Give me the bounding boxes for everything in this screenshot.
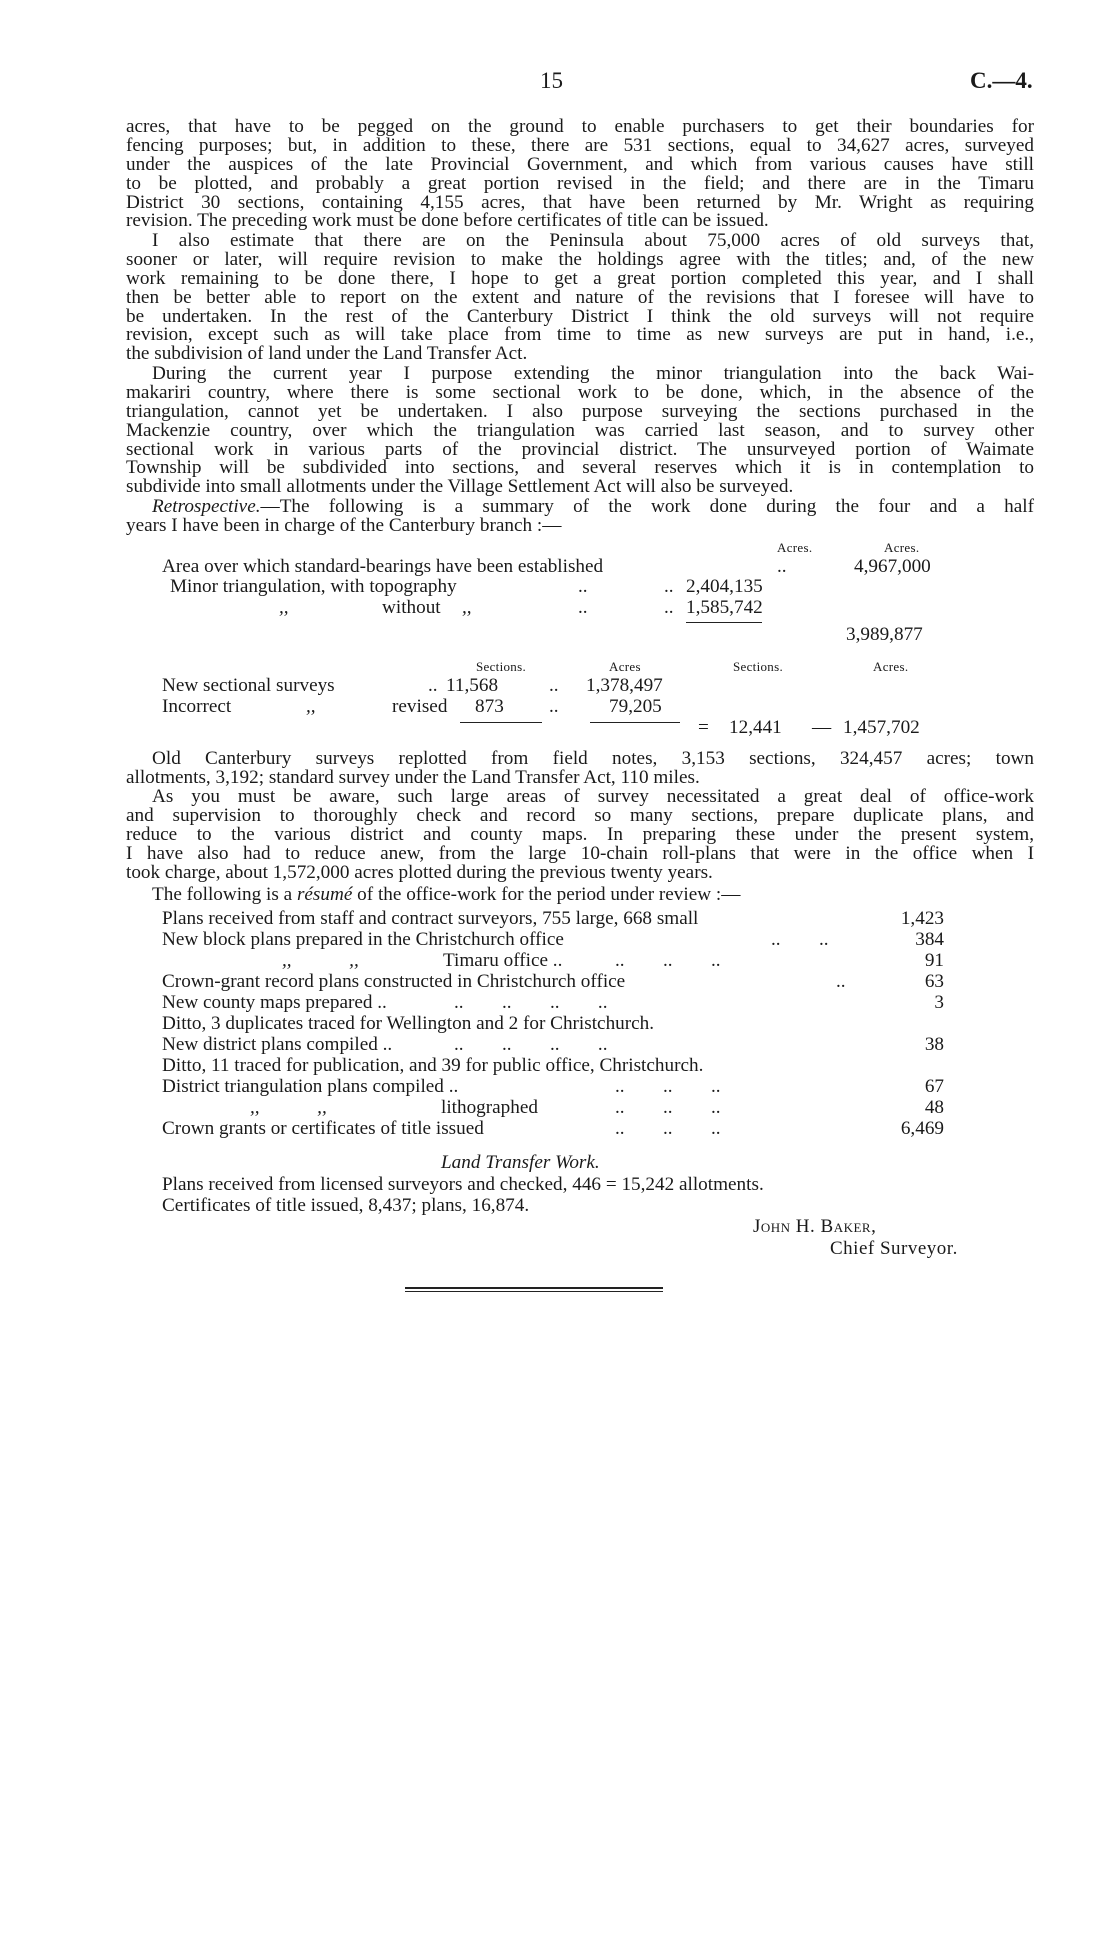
summary2-row2-dots: .. bbox=[549, 696, 559, 717]
list-item bbox=[162, 908, 944, 930]
summary1-rule bbox=[686, 622, 762, 623]
item-value: 67 bbox=[924, 1076, 944, 1097]
item-value: 384 bbox=[915, 929, 944, 950]
summary2-total-sections: 12,441 bbox=[729, 717, 782, 738]
item-label: Crown-grant record plans constructed in Christchurch office bbox=[162, 971, 626, 992]
text-line: work remaining to be done there, I hope to get a great portion completed this year, and I shall bbox=[126, 267, 1034, 289]
summary2-row2-label: Incorrect bbox=[162, 696, 232, 717]
item-ditto: ,, ,, bbox=[282, 950, 359, 971]
item-dots: .. .. .. .. bbox=[454, 1034, 608, 1055]
summary2-row2-label2: revised bbox=[392, 696, 448, 717]
summary1-row1-label: Area over which standard-bearings have been established bbox=[162, 556, 604, 577]
list-item bbox=[162, 1013, 944, 1035]
item-label: New block plans prepared in the Christchurch office bbox=[162, 929, 564, 950]
document-reference: C.—4. bbox=[970, 68, 1033, 93]
item-dots: .. .. .. bbox=[615, 1097, 721, 1118]
item-value: 91 bbox=[924, 950, 944, 971]
text-line: then be better able to report on the extent and nature of the revisions that I foresee will have to bbox=[126, 286, 1034, 308]
text-line: sectional work in various parts of the provincial district. The unsurveyed portion of Waimate bbox=[126, 438, 1034, 460]
text-line: During the current year I purpose extending the minor triangulation into the back Wai- bbox=[152, 363, 1034, 384]
text-line: and supervision to thoroughly check and record so many sections, prepare duplicate plans, and bbox=[126, 804, 1034, 826]
item-label: Ditto, 11 traced for publication, and 39 for public office, Christchurch. bbox=[162, 1055, 704, 1076]
list-item bbox=[162, 992, 944, 1014]
text-line: District 30 sections, containing 4,155 acres, that have been returned by Mr. Wright as requiring bbox=[126, 191, 1034, 213]
head-acres-2: Acres. bbox=[873, 659, 909, 674]
head-acres-1: Acres bbox=[609, 659, 641, 674]
paragraph-3 bbox=[126, 365, 1034, 497]
item-value: 63 bbox=[924, 971, 944, 992]
text-line: acres, that have to be pegged on the ground to enable purchasers to get their boundaries for bbox=[126, 116, 1034, 137]
text-line: allotments, 3,192; standard survey under the Land Transfer Act, 110 miles. bbox=[126, 766, 700, 788]
summary1-row2-label: Minor triangulation, with topography bbox=[170, 576, 457, 597]
retrospective-text: —The following is a summary of the work done during the four and a half bbox=[260, 496, 1034, 517]
text-line: took charge, about 1,572,000 acres plotted during the previous twenty years. bbox=[126, 861, 713, 883]
head-sections-2: Sections. bbox=[733, 659, 784, 674]
summary2-total-eq: = bbox=[698, 717, 709, 738]
text-line: reduce to the various district and county maps. In preparing these under the present system, bbox=[126, 823, 1034, 845]
item-label: Timaru office .. bbox=[443, 950, 563, 971]
item-label: District triangulation plans compiled .. bbox=[162, 1076, 459, 1097]
closing-rule-thick bbox=[405, 1287, 663, 1289]
summary2-rule-1 bbox=[460, 722, 542, 723]
item-label: Crown grants or certificates of title issued bbox=[162, 1118, 484, 1139]
summary2-row2-sections: 873 bbox=[475, 696, 504, 717]
item-ditto: ,, ,, bbox=[250, 1097, 327, 1118]
summary1-row4-value: 3,989,877 bbox=[846, 624, 923, 645]
text-line: revision, except such as will take place from time to time as new surveys are put in hand, i.e., bbox=[126, 324, 1034, 346]
text-line: years I have been in charge of the Canterbury branch :— bbox=[126, 514, 562, 536]
text-line: I have also had to reduce anew, from the large 10-chain roll-plans that were in the office when I bbox=[126, 842, 1034, 864]
paragraph-retrospective bbox=[126, 498, 1034, 536]
summary1-row2-dots2: .. bbox=[664, 576, 674, 597]
summary2-total-dash: — bbox=[812, 717, 832, 738]
item-label: Plans received from staff and contract surveyors, 755 large, 668 small bbox=[162, 908, 699, 929]
land-transfer-line-2: Certificates of title issued, 8,437; plans, 16,874. bbox=[162, 1195, 530, 1216]
summary2-row2-ditto: ,, bbox=[306, 696, 316, 717]
text-line: fencing purposes; but, in addition to these, there are 531 sections, equal to 34,627 acres, surveyed bbox=[126, 134, 1034, 156]
summary2-row2-acres: 79,205 bbox=[609, 696, 662, 717]
text-line: revision. The preceding work must be done before certificates of title can be issued. bbox=[126, 210, 769, 232]
list-item bbox=[162, 1076, 944, 1098]
land-transfer-heading: Land Transfer Work. bbox=[441, 1152, 600, 1173]
text-line: makariri country, where there is some sectional work to be done, which, in the absence of the bbox=[126, 381, 1034, 403]
paragraph-5 bbox=[126, 750, 1034, 788]
item-dots: .. .. .. bbox=[615, 950, 721, 971]
item-value: 6,469 bbox=[900, 1118, 944, 1139]
summary1-row2-value: 2,404,135 bbox=[686, 576, 763, 597]
list-item bbox=[162, 1055, 944, 1077]
signature-title: Chief Surveyor. bbox=[830, 1238, 958, 1259]
text-line: Township will be subdivided into sections, and several reserves which it is in contemplation to bbox=[126, 457, 1034, 479]
summary2-row1-label: New sectional surveys bbox=[162, 675, 335, 696]
summary1-row3-dots: .. bbox=[578, 597, 588, 618]
text-line: sooner or later, will require revision to make the holdings agree with the titles; and, of the new bbox=[126, 248, 1034, 270]
item-dots: .. .. bbox=[771, 929, 829, 950]
summary1-row2-dots: .. bbox=[578, 576, 588, 597]
list-item bbox=[162, 971, 944, 993]
text-line: the subdivision of land under the Land Transfer Act. bbox=[126, 343, 528, 365]
p7-italic: résumé bbox=[296, 884, 353, 905]
text-line: I also estimate that there are on the Peninsula about 75,000 acres of old surveys that, bbox=[152, 230, 1034, 251]
item-value: 1,423 bbox=[900, 908, 944, 929]
item-label: lithographed bbox=[441, 1097, 538, 1118]
text-line: under the auspices of the late Provincial Government, and which from various causes have still bbox=[126, 153, 1034, 175]
summary2-row1-acres: 1,378,497 bbox=[586, 675, 663, 696]
closing-rule-thin bbox=[405, 1291, 663, 1292]
summary2-row1-dots: .. bbox=[428, 675, 438, 696]
text-line: subdivide into small allotments under the Village Settlement Act will also be surveyed. bbox=[126, 476, 794, 498]
item-dots: .. .. .. bbox=[615, 1118, 721, 1139]
summary1-row1-value: 4,967,000 bbox=[854, 556, 931, 577]
page-number: 15 bbox=[540, 68, 563, 93]
item-value: 3 bbox=[934, 992, 944, 1013]
col-head-acres-2: Acres. bbox=[884, 540, 920, 555]
item-dots: .. bbox=[836, 971, 846, 992]
summary2-row1-dots2: .. bbox=[549, 675, 559, 696]
text-line: triangulation, cannot yet be undertaken. I also purpose surveying the sections purchased in the bbox=[126, 400, 1034, 422]
text-line: As you must be aware, such large areas of survey necessitated a great deal of office-work bbox=[152, 786, 1034, 807]
list-item bbox=[162, 1118, 944, 1140]
list-item bbox=[162, 929, 944, 951]
paragraph-1 bbox=[126, 118, 1034, 231]
paragraph-2 bbox=[126, 232, 1034, 364]
item-label: Ditto, 3 duplicates traced for Wellington and 2 for Christchurch. bbox=[162, 1013, 655, 1034]
summary2-row1-sections: 11,568 bbox=[446, 675, 499, 696]
text-line: to be plotted, and probably a great portion revised in the field; and there are in the Timaru bbox=[126, 172, 1034, 194]
retrospective-label: Retrospective. bbox=[152, 496, 261, 517]
list-item bbox=[162, 950, 944, 972]
col-head-acres-1: Acres. bbox=[777, 540, 813, 555]
summary1-row3-dots2: .. bbox=[664, 597, 674, 618]
land-transfer-line-1: Plans received from licensed surveyors and checked, 446 = 15,242 allotments. bbox=[162, 1174, 764, 1195]
summary1-row3-label: without bbox=[382, 597, 441, 618]
summary2-total-acres: 1,457,702 bbox=[843, 717, 920, 738]
paragraph-7 bbox=[152, 884, 740, 906]
head-sections-1: Sections. bbox=[476, 659, 527, 674]
signature-name: John H. Baker, bbox=[753, 1216, 877, 1237]
paragraph-6 bbox=[126, 788, 1034, 882]
item-dots: .. .. .. .. bbox=[454, 992, 608, 1013]
item-dots: .. .. .. bbox=[615, 1076, 721, 1097]
summary1-row3-ditto: ,, bbox=[279, 597, 289, 618]
summary1-row3-value: 1,585,742 bbox=[686, 597, 763, 618]
summary1-row3-ditto2: ,, bbox=[462, 597, 472, 618]
text-line: Mackenzie country, over which the triangulation was carried last season, and to survey other bbox=[126, 419, 1034, 441]
summary1-row1-dots: .. bbox=[777, 556, 787, 577]
text-line: Old Canterbury surveys replotted from field notes, 3,153 sections, 324,457 acres; town bbox=[152, 748, 1034, 769]
p7-pre: The following is a bbox=[152, 884, 297, 905]
p7-post: of the office-work for the period under review :— bbox=[352, 884, 741, 905]
list-item bbox=[162, 1034, 944, 1056]
item-label: New district plans compiled .. bbox=[162, 1034, 393, 1055]
list-item bbox=[162, 1097, 944, 1119]
text-line: be undertaken. In the rest of the Canterbury District I think the old surveys will not require bbox=[126, 305, 1034, 327]
item-value: 48 bbox=[924, 1097, 944, 1118]
item-label: New county maps prepared .. bbox=[162, 992, 387, 1013]
summary2-rule-2 bbox=[590, 722, 680, 723]
item-value: 38 bbox=[924, 1034, 944, 1055]
